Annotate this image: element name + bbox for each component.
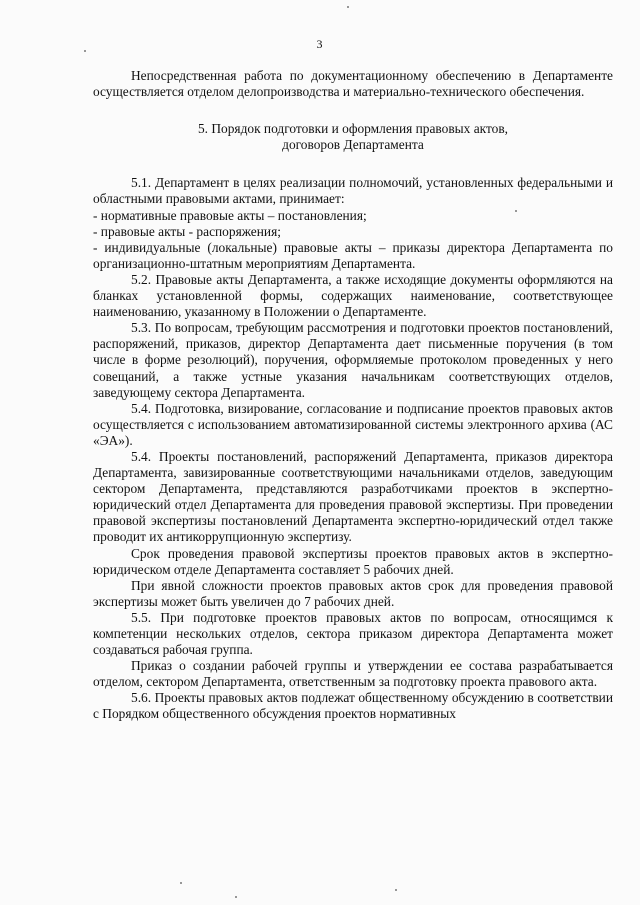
paragraph-5-4-b: 5.4. Проекты постановлений, распоряжений Департамента, приказов директора Департамента, завизированные соответствующими начальниками отделов, заведующим сектором Департамента, представляются разработчиками проектов в экспертно-юридический отдел Департамента для проведения правовой экспертизы. При проведении правовой экспертизы постановлений Департамента экспертно-юридический отдел также проводит их антикоррупционную экспертизу. <box>93 448 613 545</box>
scan-speck <box>515 210 517 212</box>
intro-paragraph: Непосредственная работа по документационному обеспечению в Департаменте осуществляется отделом делопроизводства и материально-технического обеспечения. <box>93 68 613 100</box>
scan-speck <box>395 889 397 891</box>
document-body <box>93 68 613 723</box>
paragraph-5-1: 5.1. Департамент в целях реализации полномочий, установленных федеральными и областными правовыми актами, принимает: <box>93 175 613 207</box>
list-item: - нормативные правовые акты – постановления; <box>93 207 367 223</box>
paragraph-expertise-term: Срок проведения правовой экспертизы проектов правовых актов в экспертно-юридическом отделе Департамента составляет 5 рабочих дней. <box>93 545 613 577</box>
list-item: - правовые акты - распоряжения; <box>93 223 281 239</box>
scan-speck <box>180 882 182 884</box>
section-heading-line-1: 5. Порядок подготовки и оформления правовых актов, <box>197 121 509 137</box>
list-item: - индивидуальные (локальные) правовые акты – приказы директора Департамента по организационно-штатным мероприятиям Департамента. <box>93 239 613 271</box>
paragraph-5-2: 5.2. Правовые акты Департамента, а также исходящие документы оформляются на бланках установленной формы, содержащих наименование, соответствующее наименованию, указанному в Положении о Департаменте. <box>93 271 613 320</box>
paragraph-5-5: 5.5. При подготовке проектов правовых актов по вопросам, относящимся к компетенции нескольких отделов, сектора приказом директора Департамента может создаваться рабочая группа. <box>93 609 613 658</box>
scan-speck <box>84 50 86 52</box>
scan-speck <box>347 6 349 8</box>
section-heading-line-2: договоров Департамента <box>282 137 424 153</box>
paragraph-5-6: 5.6. Проекты правовых актов подлежат общественному обсуждению в соответствии с Порядком общественного обсуждения проектов нормативных <box>93 690 613 722</box>
paragraph-5-4-a: 5.4. Подготовка, визирование, согласование и подписание проектов правовых актов осуществляется с использованием автоматизированной системы электронного архива (АС «ЭА»). <box>93 400 613 448</box>
paragraph-working-group-order: Приказ о создании рабочей группы и утверждении ее состава разрабатывается отделом, сектором Департамента, ответственным за подготовку проекта правового акта. <box>93 658 613 690</box>
section-heading <box>93 121 613 153</box>
scan-speck <box>235 896 237 898</box>
page-number: 3 <box>316 37 324 51</box>
paragraph-5-3: 5.3. По вопросам, требующим рассмотрения и подготовки проектов постановлений, распоряжений, приказов, директор Департамента дает письменные поручения (в том числе в форме резолюций), поручения, оформляемые протоколом проведенных у него совещаний, а также устные указания начальникам соответствующих отделов, заведующему сектора Департамента. <box>93 320 613 400</box>
paragraph-complexity: При явной сложности проектов правовых актов срок для проведения правовой экспертизы может быть увеличен до 7 рабочих дней. <box>93 577 613 609</box>
